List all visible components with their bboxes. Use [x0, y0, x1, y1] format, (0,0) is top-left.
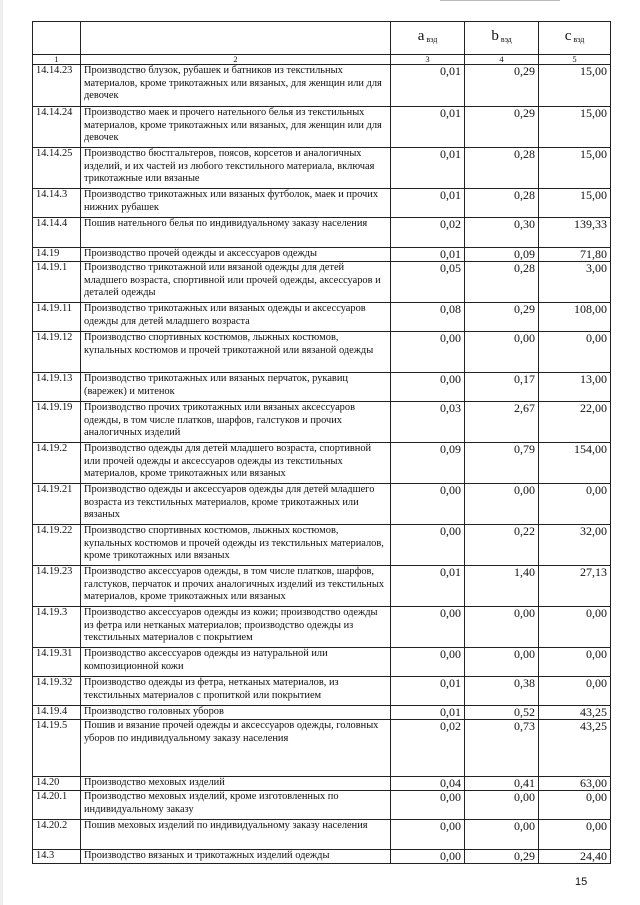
row-name: Производство трикотажных или вязаных перчаток, рукавиц (варежек) и митенок [81, 373, 391, 402]
row-value-a: 0,09 [391, 443, 465, 484]
row-code: 14.14.23 [33, 65, 81, 107]
row-code: 14.19.1 [33, 262, 81, 303]
header-row [33, 22, 611, 55]
table-row [33, 706, 611, 720]
column-index-5: 5 [539, 55, 611, 65]
table-row [33, 373, 611, 402]
row-name: Пошив и вязание прочей одежды и аксессуаров одежды, головных уборов по индивидуальному заказу населения [81, 720, 391, 777]
header-cell-name [81, 22, 391, 55]
row-code: 14.19.11 [33, 303, 81, 332]
table-row [33, 850, 611, 864]
row-value-c: 71,80 [539, 248, 611, 262]
row-value-a: 0,00 [391, 791, 465, 820]
table-row [33, 332, 611, 373]
row-code: 14.14.4 [33, 218, 81, 248]
table-row [33, 720, 611, 777]
row-value-a: 0,01 [391, 65, 465, 107]
row-name: Пошив меховых изделий по индивидуальному заказу населения [81, 820, 391, 850]
top-rule [440, 0, 560, 1]
row-code: 14.19.22 [33, 525, 81, 566]
row-code: 14.19.5 [33, 720, 81, 777]
row-name: Производство бюстгальтеров, поясов, корсетов и аналогичных изделий, и их частей из любого текстильного материала, включая трикотажные или вязаные [81, 148, 391, 189]
row-value-b: 0,29 [465, 107, 539, 148]
table-row [33, 148, 611, 189]
row-value-c: 0,00 [539, 332, 611, 373]
row-code: 14.19.19 [33, 402, 81, 443]
table-row [33, 189, 611, 218]
row-name: Производство вязаных и трикотажных изделий одежды [81, 850, 391, 864]
column-index-3: 3 [391, 55, 465, 65]
row-code: 14.20.2 [33, 820, 81, 850]
row-value-b: 0,29 [465, 850, 539, 864]
row-value-a: 0,01 [391, 148, 465, 189]
row-code: 14.19.2 [33, 443, 81, 484]
table-row [33, 820, 611, 850]
row-name: Производство одежды из фетра, нетканых материалов, из текстильных материалов с пропиткой или покрытием [81, 677, 391, 706]
row-value-c: 108,00 [539, 303, 611, 332]
header-b-sub: вэд [500, 35, 512, 44]
row-value-a: 0,08 [391, 303, 465, 332]
row-name: Производство одежды и аксессуаров одежды для детей младшего возраста из текстильных материалов, кроме трикотажных или вязаных [81, 484, 391, 525]
row-name: Пошив нательного белья по индивидуальному заказу населения [81, 218, 391, 248]
row-code: 14.20 [33, 777, 81, 791]
row-name: Производство прочей одежды и аксессуаров одежды [81, 248, 391, 262]
row-code: 14.20.1 [33, 791, 81, 820]
row-value-b: 0,00 [465, 607, 539, 648]
table-row [33, 107, 611, 148]
row-value-c: 139,33 [539, 218, 611, 248]
row-name: Производство блузок, рубашек и батников из текстильных материалов, кроме трикотажных или вязаных, для женщин или для девочек [81, 65, 391, 107]
row-value-b: 0,41 [465, 777, 539, 791]
row-code: 14.19.31 [33, 648, 81, 677]
row-value-a: 0,01 [391, 566, 465, 607]
row-name: Производство аксессуаров одежды из натуральной или композиционной кожи [81, 648, 391, 677]
row-value-a: 0,01 [391, 706, 465, 720]
table-row [33, 791, 611, 820]
row-value-b: 0,52 [465, 706, 539, 720]
row-value-c: 13,00 [539, 373, 611, 402]
row-code: 14.19.21 [33, 484, 81, 525]
row-value-a: 0,01 [391, 248, 465, 262]
row-value-b: 0,29 [465, 65, 539, 107]
row-value-a: 0,02 [391, 720, 465, 777]
row-value-c: 15,00 [539, 65, 611, 107]
row-value-c: 32,00 [539, 525, 611, 566]
row-value-c: 22,00 [539, 402, 611, 443]
table-row [33, 566, 611, 607]
table-row [33, 248, 611, 262]
table-row [33, 484, 611, 525]
row-value-c: 154,00 [539, 443, 611, 484]
row-value-a: 0,00 [391, 525, 465, 566]
row-value-c: 3,00 [539, 262, 611, 303]
row-value-a: 0,04 [391, 777, 465, 791]
row-value-b: 0,28 [465, 189, 539, 218]
row-name: Производство трикотажной или вязаной одежды для детей младшего возраста, спортивной или прочей одежды, аксессуаров и деталей одежды [81, 262, 391, 303]
row-value-a: 0,00 [391, 332, 465, 373]
table-row [33, 525, 611, 566]
row-value-a: 0,03 [391, 402, 465, 443]
row-value-a: 0,00 [391, 820, 465, 850]
row-name: Производство меховых изделий [81, 777, 391, 791]
header-cell-code [33, 22, 81, 55]
row-value-c: 0,00 [539, 484, 611, 525]
row-value-c: 43,25 [539, 720, 611, 777]
row-code: 14.14.24 [33, 107, 81, 148]
row-name: Производство прочих трикотажных или вязаных аксессуаров одежды, в том числе платков, шарфов, галстуков и прочих аналогичных изделий [81, 402, 391, 443]
row-value-a: 0,05 [391, 262, 465, 303]
row-value-c: 24,40 [539, 850, 611, 864]
row-code: 14.14.25 [33, 148, 81, 189]
row-code: 14.19.23 [33, 566, 81, 607]
row-value-a: 0,01 [391, 107, 465, 148]
row-value-b: 0,73 [465, 720, 539, 777]
row-name: Производство меховых изделий, кроме изготовленных по индивидуальному заказу [81, 791, 391, 820]
row-code: 14.19.13 [33, 373, 81, 402]
row-value-b: 0,29 [465, 303, 539, 332]
row-value-b: 0,00 [465, 332, 539, 373]
table-row [33, 262, 611, 303]
row-value-c: 15,00 [539, 189, 611, 218]
row-value-c: 0,00 [539, 607, 611, 648]
row-code: 14.3 [33, 850, 81, 864]
header-c-sub: вэд [573, 35, 585, 44]
row-code: 14.14.3 [33, 189, 81, 218]
row-value-b: 0,17 [465, 373, 539, 402]
table-row [33, 648, 611, 677]
row-name: Производство головных уборов [81, 706, 391, 720]
table-row [33, 443, 611, 484]
row-name: Производство трикотажных или вязаных футболок, маек и прочих нижних рубашек [81, 189, 391, 218]
row-value-b: 2,67 [465, 402, 539, 443]
row-value-a: 0,02 [391, 218, 465, 248]
row-value-c: 43,25 [539, 706, 611, 720]
table-row [33, 607, 611, 648]
row-code: 14.19.3 [33, 607, 81, 648]
row-code: 14.19.4 [33, 706, 81, 720]
row-name: Производство одежды для детей младшего возраста, спортивной или прочей одежды и аксессуаров одежды из текстильных материалов, кроме трикотажных или вязаных [81, 443, 391, 484]
row-code: 14.19.12 [33, 332, 81, 373]
row-value-c: 0,00 [539, 648, 611, 677]
header-a [391, 22, 465, 55]
row-value-a: 0,00 [391, 648, 465, 677]
header-c [539, 22, 611, 55]
row-name: Производство трикотажных или вязаных одежды и аксессуаров одежды для детей младшего возраста [81, 303, 391, 332]
column-index-row [33, 55, 611, 65]
row-value-c: 63,00 [539, 777, 611, 791]
row-value-b: 0,28 [465, 148, 539, 189]
row-value-c: 0,00 [539, 677, 611, 706]
row-value-b: 0,00 [465, 484, 539, 525]
row-value-b: 0,30 [465, 218, 539, 248]
row-name: Производство спортивных костюмов, лыжных костюмов, купальных костюмов и прочей одежды из текстильных материалов, кроме трикотажных или вязаных [81, 525, 391, 566]
page-number: 15 [575, 876, 588, 888]
row-value-b: 0,00 [465, 791, 539, 820]
row-code: 14.19.32 [33, 677, 81, 706]
row-code: 14.19 [33, 248, 81, 262]
table-row [33, 677, 611, 706]
row-value-a: 0,01 [391, 677, 465, 706]
header-c-label: c [564, 28, 572, 44]
column-index-4: 4 [465, 55, 539, 65]
row-name: Производство маек и прочего нательного белья из текстильных материалов, кроме трикотажных или вязаных, для женщин или для девочек [81, 107, 391, 148]
row-value-b: 0,00 [465, 820, 539, 850]
header-b [465, 22, 539, 55]
coefficients-table [32, 21, 611, 864]
column-index-1: 1 [33, 55, 81, 65]
table-row [33, 777, 611, 791]
row-value-b: 0,28 [465, 262, 539, 303]
row-value-c: 0,00 [539, 791, 611, 820]
row-value-a: 0,00 [391, 373, 465, 402]
row-value-c: 15,00 [539, 148, 611, 189]
row-name: Производство аксессуаров одежды из кожи; производство одежды из фетра или нетканых материалов; производство одежды из текстильных материалов с покрытием [81, 607, 391, 648]
row-value-b: 0,79 [465, 443, 539, 484]
row-value-c: 27,13 [539, 566, 611, 607]
row-value-c: 0,00 [539, 820, 611, 850]
row-value-c: 15,00 [539, 107, 611, 148]
table-row [33, 303, 611, 332]
header-b-label: b [491, 28, 499, 44]
row-value-b: 0,09 [465, 248, 539, 262]
row-value-a: 0,00 [391, 850, 465, 864]
table-row [33, 218, 611, 248]
header-a-label: a [417, 28, 425, 44]
row-value-b: 0,38 [465, 677, 539, 706]
table-row [33, 402, 611, 443]
column-index-2: 2 [81, 55, 391, 65]
scan-edge [0, 0, 3, 905]
row-value-a: 0,01 [391, 189, 465, 218]
row-value-b: 0,22 [465, 525, 539, 566]
table-row [33, 65, 611, 107]
row-value-b: 0,00 [465, 648, 539, 677]
row-name: Производство аксессуаров одежды, в том числе платков, шарфов, галстуков, перчаток и прочих аналогичных изделий из текстильных материалов, кроме трикотажных или вязаных [81, 566, 391, 607]
row-value-b: 1,40 [465, 566, 539, 607]
row-value-a: 0,00 [391, 484, 465, 525]
row-name: Производство спортивных костюмов, лыжных костюмов, купальных костюмов и прочей трикотажной или вязаной одежды [81, 332, 391, 373]
row-value-a: 0,00 [391, 607, 465, 648]
header-a-sub: вэд [426, 35, 438, 44]
